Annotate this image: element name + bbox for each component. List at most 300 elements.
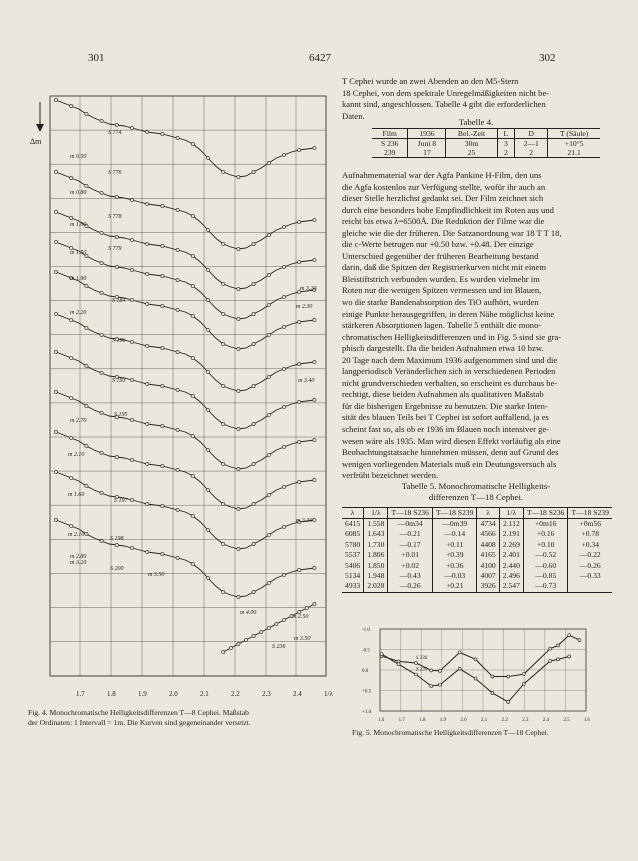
curve-point <box>146 422 149 425</box>
table-cell: —0.22 <box>568 550 612 560</box>
data-point <box>430 669 433 672</box>
table-cell: +0.16 <box>523 529 568 539</box>
curve-point <box>313 478 316 481</box>
table-cell: +0.21 <box>432 581 477 592</box>
table-row <box>342 571 612 581</box>
table-cell: 3926 <box>477 581 499 592</box>
curve-point <box>267 273 270 276</box>
text-line: die Agfa kostenlos zur Verfügung stellte, wofür ihr auch an <box>342 181 546 192</box>
magnitude-label: m 2.30 <box>296 304 313 310</box>
magnitude-label: m 0.50 <box>70 154 87 160</box>
table-cell: —0.03 <box>432 571 477 581</box>
curve-point <box>70 216 73 219</box>
table-cell: 1.730 <box>364 540 388 550</box>
curve-point <box>275 622 278 625</box>
intro-paragraph <box>342 76 610 122</box>
curve-line <box>56 172 314 249</box>
data-point <box>458 667 461 670</box>
x-tick-label: 1.8 <box>107 690 116 698</box>
magnitude-label: m 3.50 <box>294 636 311 642</box>
curve-point <box>267 413 270 416</box>
x-tick-label: 2.5 <box>563 718 570 723</box>
curve-point <box>252 282 255 285</box>
magnitude-label: m 2.10 <box>68 452 85 458</box>
data-point <box>491 691 494 694</box>
table-cell: 2 <box>515 148 548 158</box>
table-header-cell: T (Säule) <box>548 129 600 139</box>
table-cell: +10°5 <box>548 139 600 149</box>
curve-point <box>70 436 73 439</box>
curve-point <box>70 318 73 321</box>
table-cell: 4408 <box>477 540 499 550</box>
text-line: kannt sind, angeschlossen. Tabelle 4 gibt die erforderlichen <box>342 99 546 110</box>
data-point <box>397 663 400 666</box>
x-tick-label: 2.2 <box>231 690 240 698</box>
magnitude-label: m 3.20 <box>300 286 317 292</box>
magnitude-label: m 3.50 <box>148 572 165 578</box>
table-row <box>342 550 612 560</box>
series-label: S 239 <box>416 667 428 673</box>
curve-point <box>267 493 270 496</box>
x-tick-label: 2.1 <box>481 718 488 723</box>
curve-point <box>85 184 88 187</box>
x-tick-label: 1.7 <box>76 690 85 698</box>
curve-point <box>267 303 270 306</box>
curve-point <box>146 242 149 245</box>
curve-point <box>161 552 164 555</box>
curve-point <box>222 422 225 425</box>
curve-point <box>191 254 194 257</box>
curve-point <box>85 404 88 407</box>
curve-point <box>313 438 316 441</box>
curve-line <box>56 432 314 509</box>
table-cell: 30m <box>446 139 497 149</box>
curve-point <box>252 634 255 637</box>
curve-point <box>176 556 179 559</box>
curve-point <box>70 476 73 479</box>
curve-point <box>206 448 209 451</box>
curve-point <box>54 470 57 473</box>
curve-point <box>54 350 57 353</box>
table-row <box>372 148 600 158</box>
table-cell: —0.52 <box>523 550 568 560</box>
curve-point <box>282 485 285 488</box>
table-cell: 5537 <box>345 550 361 560</box>
curve-point <box>100 539 103 542</box>
curve-point <box>206 298 209 301</box>
magnitude-label: m 2.50 <box>292 614 309 620</box>
curve-point <box>313 360 316 363</box>
data-point <box>380 653 383 656</box>
curve-point <box>100 291 103 294</box>
figure-4-grid <box>36 96 326 676</box>
curve-point <box>267 533 270 536</box>
table-cell: 1.948 <box>364 571 388 581</box>
table-cell: +0.11 <box>432 540 477 550</box>
curve-point <box>282 405 285 408</box>
table-header-cell: λ <box>342 508 364 519</box>
curve-point <box>70 396 73 399</box>
text-line: rechtigt, diese beiden Aufnahmen als qualitativen Maßstab <box>342 389 544 400</box>
table-cell: 239 <box>372 148 408 158</box>
curve-point <box>298 480 301 483</box>
curve-point <box>161 504 164 507</box>
page-number-left: 301 <box>88 52 105 64</box>
data-point <box>439 683 442 686</box>
figure-5-chart <box>360 623 600 727</box>
curve-point <box>282 525 285 528</box>
curve-point <box>146 382 149 385</box>
curve-line <box>56 212 314 289</box>
journal-number: 6427 <box>309 52 331 64</box>
curve-point <box>222 384 225 387</box>
curve-point <box>282 367 285 370</box>
table-cell: Juni 8 <box>408 139 446 149</box>
curve-point <box>54 430 57 433</box>
curve-point <box>176 428 179 431</box>
curve-point <box>206 156 209 159</box>
magnitude-label: m 1.60 <box>68 492 85 498</box>
table-cell: —0.43 <box>388 571 433 581</box>
curve-point <box>146 462 149 465</box>
table-cell: 2.028 <box>364 581 388 592</box>
table-header-cell: 1936 <box>408 129 446 139</box>
magnitude-label: m 0.80 <box>70 190 87 196</box>
curve-line <box>56 352 314 429</box>
curve-point <box>70 176 73 179</box>
text-line: dieser Stelle herzlichst gedankt sei. Der Film zeichnet sich <box>342 193 544 204</box>
data-point <box>522 673 525 676</box>
curve-point <box>161 346 164 349</box>
curve-point <box>115 123 118 126</box>
table-cell: 4100 <box>477 561 499 571</box>
curve-point <box>267 375 270 378</box>
curve-label: S 195 <box>114 412 128 418</box>
curve-point <box>130 378 133 381</box>
curve-point <box>100 411 103 414</box>
curve-point <box>54 270 57 273</box>
y-tick-label: 0.0 <box>362 669 369 674</box>
curve-point <box>130 418 133 421</box>
curve-point <box>130 126 133 129</box>
text-line: langperiodisch Veränderlichen sich in verschiedenen Perioden <box>342 366 556 377</box>
figure-4-frame <box>50 96 326 676</box>
curve-point <box>176 508 179 511</box>
curve-point <box>115 265 118 268</box>
curve-point <box>237 389 240 392</box>
table-cell: —0.14 <box>432 529 477 539</box>
text-line: 18 Cephei, von dem spektrale Unregelmäßigkeiten nicht be- <box>342 87 550 98</box>
curve-point <box>252 342 255 345</box>
table-row <box>342 519 612 530</box>
table-header-cell: T—18 S236 <box>388 508 433 519</box>
table-header-cell: 1/λ <box>364 508 388 519</box>
curve-point <box>298 362 301 365</box>
curve-point <box>298 568 301 571</box>
series-line <box>382 635 580 676</box>
curve-point <box>222 502 225 505</box>
magnitude-label: m 1.00 <box>70 222 87 228</box>
table-cell: 2—1 <box>515 139 548 149</box>
x-tick-label: 1.9 <box>439 718 447 723</box>
curve-point <box>161 424 164 427</box>
curve-point <box>70 356 73 359</box>
data-point <box>458 651 461 654</box>
magnitude-label: m 4.00 <box>240 610 257 616</box>
table-cell: +0m56 <box>568 519 612 530</box>
curve-point <box>130 498 133 501</box>
table-cell: 1.643 <box>364 529 388 539</box>
table-cell: +0.02 <box>388 561 433 571</box>
arrow-head <box>36 124 44 132</box>
curve-point <box>161 464 164 467</box>
table-row <box>342 540 612 550</box>
table-cell: 3 <box>497 139 514 149</box>
table-cell: 2.440 <box>499 561 523 571</box>
table-cell: —0.21 <box>388 529 433 539</box>
data-point <box>397 660 400 663</box>
table-header-cell: T—18 S236 <box>523 508 568 519</box>
curve-point <box>85 532 88 535</box>
text-line: einige Punkte herausgegriffen, in deren Nähe möglichst keine <box>342 308 555 319</box>
curve-point <box>222 462 225 465</box>
curve-point <box>313 566 316 569</box>
data-point <box>507 700 510 703</box>
curve-label: S 197 <box>114 498 128 504</box>
table-cell: —0m39 <box>432 519 477 530</box>
series-label: S 236 <box>416 656 428 662</box>
curve-point <box>54 210 57 213</box>
table-4 <box>372 128 600 158</box>
curve-point <box>244 638 247 641</box>
text-line: Roten nur die wenigen Spitzen vermessen und im Blauen, <box>342 285 542 296</box>
table-header-cell: T—18 S239 <box>568 508 612 519</box>
table-cell: —0m34 <box>388 519 433 530</box>
curve-point <box>130 546 133 549</box>
table-cell: —0.60 <box>523 561 568 571</box>
table-row <box>342 529 612 539</box>
curve-point <box>282 265 285 268</box>
curve-point <box>115 455 118 458</box>
magnitude-label: m 1.90 <box>70 276 87 282</box>
curve-point <box>267 333 270 336</box>
curve-point <box>191 514 194 517</box>
table-cell: 1.806 <box>364 550 388 560</box>
curve-point <box>70 524 73 527</box>
curve-point <box>206 370 209 373</box>
table-header-cell: Bel.-Zeit <box>446 129 497 139</box>
table-cell: 4734 <box>477 519 499 530</box>
curve-point <box>130 458 133 461</box>
x-tick-label: 2.4 <box>542 718 550 723</box>
magnitude-label: m 2.20 <box>70 310 87 316</box>
x-tick-label: 1/λ <box>584 718 591 723</box>
curve-point <box>100 371 103 374</box>
curve-point <box>176 278 179 281</box>
y-tick-label: -0.5 <box>362 648 370 654</box>
curve-point <box>191 434 194 437</box>
table-cell: —0.26 <box>568 561 612 571</box>
data-point <box>507 675 510 678</box>
curve-point <box>237 287 240 290</box>
figure-4 <box>30 92 333 704</box>
curve-point <box>222 342 225 345</box>
curve-point <box>85 284 88 287</box>
data-point <box>430 684 433 687</box>
table-cell: —0.26 <box>388 581 433 592</box>
table-cell: +0.78 <box>568 529 612 539</box>
curve-point <box>298 220 301 223</box>
curve-point <box>191 284 194 287</box>
curve-point <box>313 602 316 605</box>
table-4-title: Tabelle 4. <box>458 117 494 127</box>
curve-point <box>282 618 285 621</box>
delta-m-label: Δm <box>30 137 42 146</box>
curve-point <box>191 314 194 317</box>
page-number-right: 302 <box>539 52 556 64</box>
curve-point <box>176 136 179 139</box>
curve-point <box>191 142 194 145</box>
x-tick-label: 1.9 <box>138 690 147 698</box>
curve-point <box>298 148 301 151</box>
curve-point <box>54 170 57 173</box>
magnitude-label: m 3.30 <box>296 518 313 524</box>
body-paragraph <box>342 170 610 482</box>
curve-line <box>56 100 314 177</box>
curve-point <box>282 445 285 448</box>
text-line: stärkeren Absorptionen lagen. Tabelle 5 enthält die mono- <box>342 320 542 331</box>
table-cell: —0.73 <box>523 581 568 592</box>
curve-point <box>282 573 285 576</box>
curve-point <box>313 318 316 321</box>
table-cell: —0.85 <box>523 571 568 581</box>
curve-point <box>191 394 194 397</box>
curve-point <box>267 626 270 629</box>
data-point <box>415 673 418 676</box>
text-line: Aufnahmematerial war der Agfa Pankine H-Film, den uns <box>342 170 542 180</box>
curve-point <box>100 491 103 494</box>
table-cell: 2.191 <box>499 529 523 539</box>
x-tick-label: 2.0 <box>169 690 178 698</box>
curve-point <box>252 422 255 425</box>
text-line: nicht grundverschieden verhalten, so erscheint es durchaus be- <box>342 377 558 388</box>
table-header-cell: D <box>515 129 548 139</box>
data-point <box>568 634 571 637</box>
text-line: verfrüht bezeichnet werden. <box>342 470 439 481</box>
y-tick-label: +1.0 <box>362 710 372 715</box>
curve-point <box>206 488 209 491</box>
text-line: Unterschied gegenüber der früheren Bearbeitung bestand <box>342 250 539 261</box>
table-cell: 25 <box>446 148 497 158</box>
curve-point <box>222 542 225 545</box>
curve-point <box>161 384 164 387</box>
text-line: chromatischen Helligkeitsdifferenzen und in Fig. 5 sind sie gra- <box>342 331 562 342</box>
x-tick-label: 1.7 <box>398 718 405 723</box>
magnitude-label: m 2.80 <box>70 554 87 560</box>
text-line: scheint fast so, als ob er 1936 im Blauen noch intensiver ge- <box>342 424 550 435</box>
curve-label: S 776 <box>108 170 122 176</box>
curve-point <box>130 198 133 201</box>
curve-point <box>237 427 240 430</box>
table-cell: —0.17 <box>388 540 433 550</box>
figure-4-caption: Fig. 4. Monochromatische Helligkeitsdifferenzen T—8 Cephei. Maßstab der Ordinaten: 1 Intervall = 1m. Die Kurven sind gegeneinander versetzt. <box>28 708 251 727</box>
table-cell: 4165 <box>477 550 499 560</box>
text-line: wo die starke Bandenabsorption des TiO aufhört, wurden <box>342 297 539 308</box>
text-line: 20 Tage nach dem Maximum 1936 aufgenommen sind und die <box>342 354 558 365</box>
curve-point <box>237 175 240 178</box>
curve-point <box>161 204 164 207</box>
curve-point <box>176 468 179 471</box>
data-point <box>568 655 571 658</box>
curve-point <box>282 225 285 228</box>
curve-point <box>176 350 179 353</box>
curve-point <box>237 642 240 645</box>
table-cell: 4933 <box>342 581 364 592</box>
curve-line <box>56 242 317 319</box>
curve-point <box>252 590 255 593</box>
text-line: wesen wäre als 1935. Man wird diesen Effekt vorläufig als eine <box>342 435 561 446</box>
curve-point <box>130 298 133 301</box>
curve-point <box>146 550 149 553</box>
table-header-cell: T—18 S239 <box>432 508 477 519</box>
curve-point <box>222 242 225 245</box>
curve-point <box>176 308 179 311</box>
table-cell: 4007 <box>477 571 499 581</box>
table-cell: 21.1 <box>548 148 600 158</box>
curve-point <box>237 547 240 550</box>
table-cell: 2 <box>497 148 514 158</box>
curve-point <box>313 258 316 261</box>
curve-label: S 774 <box>108 130 122 136</box>
curve-point <box>282 153 285 156</box>
curve-point <box>85 364 88 367</box>
curve-point <box>252 462 255 465</box>
text-line: sität des blauen Teils bei T Cephei ist sofort auffallend, ja es <box>342 412 549 423</box>
text-line: darin, daß die Spitzen der Registrierkurven nicht mit einem <box>342 262 547 273</box>
figure-4-curves <box>54 98 316 653</box>
text-line: durch eine besonders hohe Empfindlichkeit im Roten aus und <box>342 204 554 215</box>
curve-point <box>222 312 225 315</box>
curve-point <box>85 112 88 115</box>
curve-point <box>252 242 255 245</box>
curve-point <box>252 384 255 387</box>
data-point <box>474 677 477 680</box>
curve-point <box>252 170 255 173</box>
text-line: wenigen vorliegenden Materials muß ein Deutungsversuch als <box>342 458 557 469</box>
table-cell: 2.401 <box>499 550 523 560</box>
text-line: gleiche wie die der früheren. Die Satzanordnung war 18 T T 18, <box>342 227 562 238</box>
curve-point <box>229 646 232 649</box>
curve-point <box>146 344 149 347</box>
curve-point <box>298 440 301 443</box>
table-cell <box>568 581 612 592</box>
curve-point <box>298 260 301 263</box>
curve-point <box>130 238 133 241</box>
x-tick-label: 2.2 <box>501 718 508 723</box>
curve-point <box>206 576 209 579</box>
curve-point <box>222 650 225 653</box>
table-5-title: Tabelle 5. Monochromatische Helligkeits- differenzen T—18 Cephei. <box>401 481 551 502</box>
table-cell: 17 <box>408 148 446 158</box>
curve-point <box>252 542 255 545</box>
curve-point <box>85 444 88 447</box>
curve-point <box>282 295 285 298</box>
curve-point <box>298 320 301 323</box>
curve-point <box>237 507 240 510</box>
curve-point <box>260 630 263 633</box>
table-cell: —0.33 <box>568 571 612 581</box>
curve-point <box>267 233 270 236</box>
